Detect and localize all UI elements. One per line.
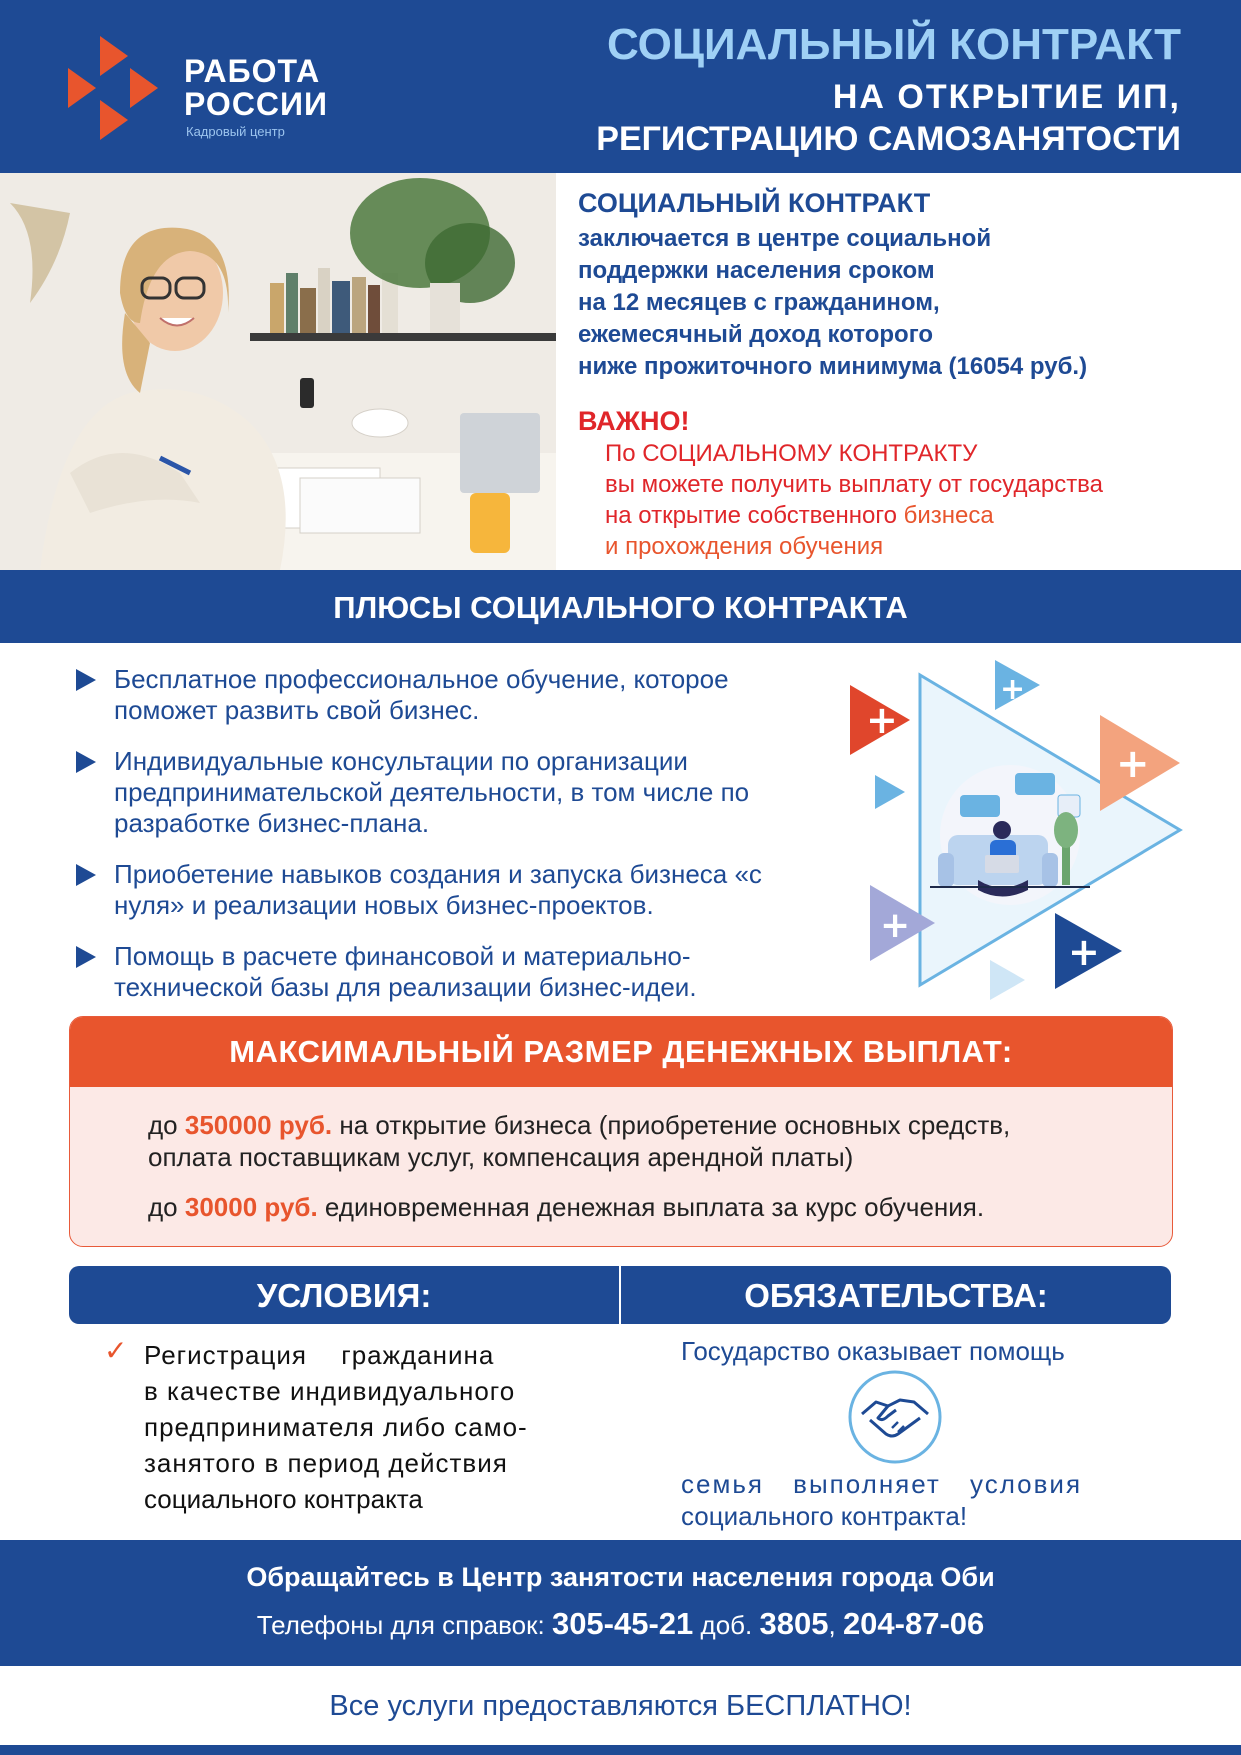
list-item-text: Бесплатное профессиональное обучение, которое поможет развить свой бизнес. bbox=[114, 664, 729, 725]
important-line bbox=[605, 500, 1103, 531]
obligations-text bbox=[681, 1468, 1082, 1532]
list-item-text: Индивидуальные консультации по организации предпринимательской деятельности, в том числе по разработке бизнес-плана. bbox=[114, 746, 750, 838]
intro-block bbox=[578, 188, 1218, 383]
payment-amount: 30000 руб. bbox=[184, 1192, 318, 1222]
svg-text:+: + bbox=[866, 698, 898, 742]
conditions-line: Регистрация гражданина bbox=[144, 1340, 495, 1370]
obligations-line-3: социального контракта! bbox=[681, 1501, 968, 1531]
obligations-title: ОБЯЗАТЕЛЬСТВА: bbox=[744, 1277, 1048, 1314]
list-item bbox=[72, 941, 832, 1003]
page-subtitle-1: НА ОТКРЫТИЕ ИП, bbox=[832, 78, 1181, 116]
important-highlight: бизнеса bbox=[903, 502, 994, 529]
phones-line: Телефоны для справок: 305-45-21 доб. 3805, 204-87-06 bbox=[256, 1606, 985, 1641]
triangle-bullet-icon bbox=[76, 946, 96, 968]
pluses-list bbox=[72, 664, 832, 1023]
list-item bbox=[72, 664, 832, 726]
intro-title: СОЦИАЛЬНЫЙ КОНТРАКТ bbox=[578, 188, 931, 218]
payment-row-training bbox=[148, 1191, 984, 1223]
list-item bbox=[72, 859, 832, 921]
payments-box bbox=[69, 1016, 1173, 1247]
footer-band bbox=[0, 1540, 1241, 1666]
triangle-bullet-icon bbox=[76, 751, 96, 773]
important-label: ВАЖНО! bbox=[578, 406, 690, 436]
pluses-title: ПЛЮСЫ СОЦИАЛЬНОГО КОНТРАКТА bbox=[333, 590, 908, 625]
logo-line-2: РОССИИ bbox=[184, 86, 329, 122]
conditions-line: социального контракта bbox=[144, 1484, 423, 1514]
important-line: вы можете получить выплату от государства bbox=[605, 471, 1104, 498]
extension-number: 3805 bbox=[759, 1606, 829, 1641]
free-services-text: Все услуги предоставляются БЕСПЛАТНО! bbox=[329, 1690, 912, 1722]
svg-text:+: + bbox=[1116, 741, 1150, 787]
important-line-text: на открытие собственного bbox=[605, 502, 897, 529]
important-line: и прохождения обучения bbox=[605, 533, 884, 560]
svg-text:+: + bbox=[880, 905, 911, 946]
logo-title bbox=[184, 55, 328, 121]
payment-amount: 350000 руб. bbox=[184, 1110, 333, 1140]
rabota-rossii-logo-icon bbox=[68, 36, 168, 140]
payment-row-line bbox=[148, 1109, 1010, 1141]
conditions-text bbox=[144, 1337, 584, 1517]
triangle-bullet-icon bbox=[76, 864, 96, 886]
list-item bbox=[72, 746, 832, 839]
logo-line-1: РАБОТА bbox=[184, 53, 321, 89]
obligations-line-1: Государство оказывает помощь bbox=[681, 1336, 1065, 1366]
intro-line: ежемесячный доход которого bbox=[578, 321, 934, 348]
page-title: СОЦИАЛЬНЫЙ КОНТРАКТ bbox=[607, 20, 1181, 69]
payment-prefix: до bbox=[148, 1192, 178, 1222]
logo-subtitle: Кадровый центр bbox=[186, 124, 285, 139]
payment-description: оплата поставщикам услуг, компенсация арендной платы) bbox=[148, 1142, 854, 1172]
checkmark-icon: ✓ bbox=[104, 1335, 128, 1366]
conditions-title: УСЛОВИЯ: bbox=[256, 1277, 432, 1314]
conditions-header bbox=[69, 1266, 1171, 1324]
payments-title: МАКСИМАЛЬНЫЙ РАЗМЕР ДЕНЕЖНЫХ ВЫПЛАТ: bbox=[70, 1017, 1172, 1087]
important-line: По СОЦИАЛЬНОМУ КОНТРАКТУ bbox=[605, 440, 978, 467]
list-item-text: Приобетение навыков создания и запуска бизнеса «с нуля» и реализации новых бизнес-проектов. bbox=[114, 859, 762, 920]
page-subtitle-2: РЕГИСТРАЦИЮ САМОЗАНЯТОСТИ bbox=[596, 120, 1181, 158]
payment-description: на открытие бизнеса (приобретение основных средств, bbox=[339, 1110, 1011, 1140]
contact-text: Обращайтесь в Центр занятости населения города Оби bbox=[246, 1562, 995, 1592]
extension-label: доб. bbox=[700, 1610, 753, 1640]
handshake-icon bbox=[848, 1370, 942, 1464]
intro-line: заключается в центре социальной bbox=[578, 225, 992, 252]
important-text bbox=[605, 438, 1103, 562]
svg-text:+: + bbox=[1000, 672, 1026, 707]
obligations-line-2: семья выполняет условия bbox=[681, 1469, 1083, 1499]
woman-at-desk-illustration bbox=[0, 173, 556, 570]
payment-prefix: до bbox=[148, 1110, 178, 1140]
intro-line: на 12 месяцев с гражданином, bbox=[578, 289, 940, 316]
payment-row-business bbox=[148, 1109, 1010, 1173]
svg-text:+: + bbox=[1068, 930, 1100, 974]
pluses-band bbox=[0, 570, 1241, 643]
header-band bbox=[0, 0, 1241, 173]
intro-line: ниже прожиточного минимума (16054 руб.) bbox=[578, 353, 1088, 380]
phone-number: 305-45-21 bbox=[551, 1606, 694, 1641]
intro-line: поддержки населения сроком bbox=[578, 257, 935, 284]
phone-number: 204-87-06 bbox=[842, 1606, 985, 1641]
intro-text bbox=[578, 223, 1218, 383]
freelancer-illustration-icon bbox=[840, 655, 1190, 1000]
payment-description: единовременная денежная выплата за курс обучения. bbox=[324, 1192, 985, 1222]
triangle-bullet-icon bbox=[76, 669, 96, 691]
hero-photo bbox=[0, 173, 556, 570]
bottom-band bbox=[0, 1745, 1241, 1755]
conditions-line: занятого в период действия bbox=[144, 1448, 508, 1478]
phones-label: Телефоны для справок: bbox=[256, 1610, 545, 1640]
list-item-text: Помощь в расчете финансовой и материально-технической базы для реализации бизнес-идеи. bbox=[114, 941, 697, 1002]
conditions-line: предпринимателя либо само- bbox=[144, 1412, 528, 1442]
conditions-line: в качестве индивидуального bbox=[144, 1376, 516, 1406]
